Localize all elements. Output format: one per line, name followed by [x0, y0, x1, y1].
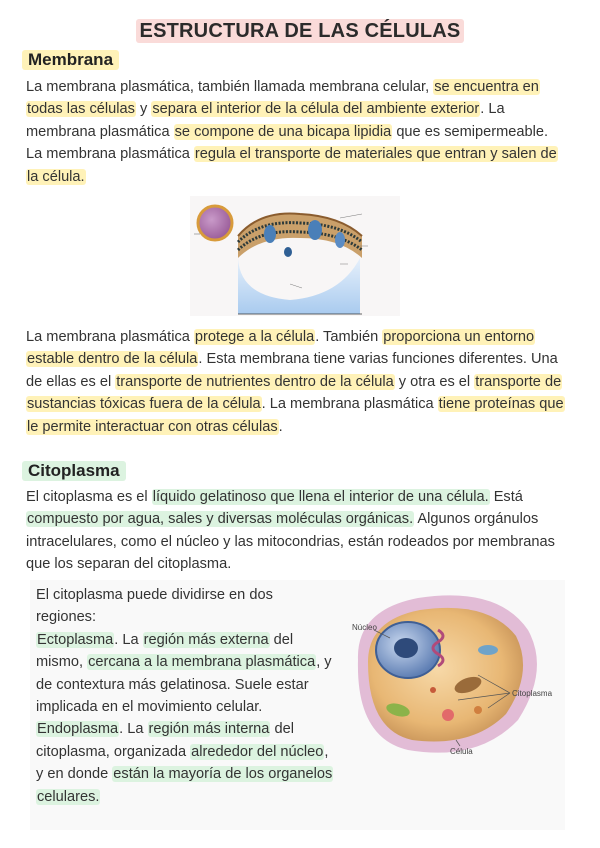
- text-segment: . La membrana plasmática: [26, 101, 505, 140]
- highlighted-text: alrededor del núcleo: [191, 743, 324, 760]
- small-cell-icon: [198, 206, 232, 240]
- membrane-illustration: [190, 196, 400, 316]
- citoplasma-heading: Citoplasma: [22, 461, 126, 481]
- highlighted-text: están la mayoría de los organelos celulares.: [37, 766, 333, 805]
- citoplasma-paragraph-2: [36, 584, 336, 808]
- text-segment: El citoplasma es el: [26, 489, 152, 505]
- highlighted-text: separa el interior de la célula del ambiente exterior: [152, 101, 480, 118]
- text-segment: , y en donde: [36, 743, 329, 783]
- highlighted-text: transporte de nutrientes dentro de la célula: [116, 373, 394, 390]
- text-segment: del mismo,: [36, 631, 294, 671]
- text-segment: . Esta membrana tiene varias funciones diferentes. Una de ellas es el: [26, 351, 558, 390]
- membrana-paragraph-2: [26, 326, 566, 438]
- text-segment: . La: [114, 631, 143, 648]
- text-segment: y: [135, 101, 152, 118]
- text-segment: .: [278, 418, 283, 435]
- highlighted-text: se compone de una bicapa lipidia: [174, 123, 392, 140]
- highlighted-text: regula el transporte de materiales que entran y salen de la célula.: [27, 146, 557, 185]
- highlighted-text: tiene proteínas que le permite interactuar con otras células: [27, 396, 564, 435]
- citoplasma-paragraph-1: [26, 486, 566, 576]
- membrana-heading: Membrana: [22, 50, 119, 70]
- text-segment: La membrana plasmática, también llamada membrana celular,: [26, 79, 434, 95]
- cell-figure: [338, 590, 560, 760]
- text-segment: y otra es el: [394, 373, 475, 390]
- page-title: [0, 20, 600, 43]
- highlighted-text: líquido gelatinoso que llena el interior de una célula.: [152, 489, 489, 505]
- label-nucleo: Núcleo: [352, 623, 377, 632]
- highlighted-text: Endoplasma: [37, 721, 119, 738]
- highlighted-text: transporte de sustancias tóxicas fuera de la célula: [27, 373, 562, 413]
- text-segment: Está: [489, 489, 523, 505]
- text-segment: La membrana plasmática: [26, 329, 194, 345]
- highlighted-text: se encuentra en todas las células: [27, 79, 539, 118]
- text-segment: . También: [315, 329, 383, 345]
- text-segment: . La membrana plasmática: [261, 396, 438, 413]
- label-citoplasma: Citoplasma: [512, 689, 553, 698]
- text-segment: Algunos orgánulos intracelulares, como el núcleo y las mitocondrias, están rodeados por membranas que los separan del citoplasma.: [26, 511, 555, 573]
- highlighted-text: proporciona un entorno estable dentro de la célula: [27, 329, 535, 368]
- highlighted-text: compuesto por agua, sales y diversas moléculas orgánicas.: [27, 511, 414, 528]
- highlighted-text: región más interna: [148, 721, 270, 738]
- highlighted-text: Ectoplasma: [37, 631, 114, 648]
- label-celula: Célula: [450, 747, 473, 756]
- text-segment: . La: [119, 721, 148, 738]
- membrane-figure: [190, 196, 400, 316]
- text-segment: del citoplasma, organizada: [36, 721, 294, 760]
- text-segment: El citoplasma puede dividirse en dos regiones:: [36, 587, 273, 626]
- text-segment: que es semipermeable. La membrana plasmática: [26, 123, 549, 163]
- highlighted-text: protege a la célula: [194, 329, 315, 345]
- cell-illustration: [338, 590, 560, 760]
- highlighted-text: cercana a la membrana plasmática: [88, 654, 316, 671]
- page-title-text: ESTRUCTURA DE LAS CÉLULAS: [136, 19, 465, 43]
- membrana-paragraph-1: [26, 76, 566, 188]
- text-segment: , y de contextura más gelatinosa. Suele estar implicada en el movimiento celular.: [36, 654, 332, 716]
- highlighted-text: región más externa: [143, 631, 269, 648]
